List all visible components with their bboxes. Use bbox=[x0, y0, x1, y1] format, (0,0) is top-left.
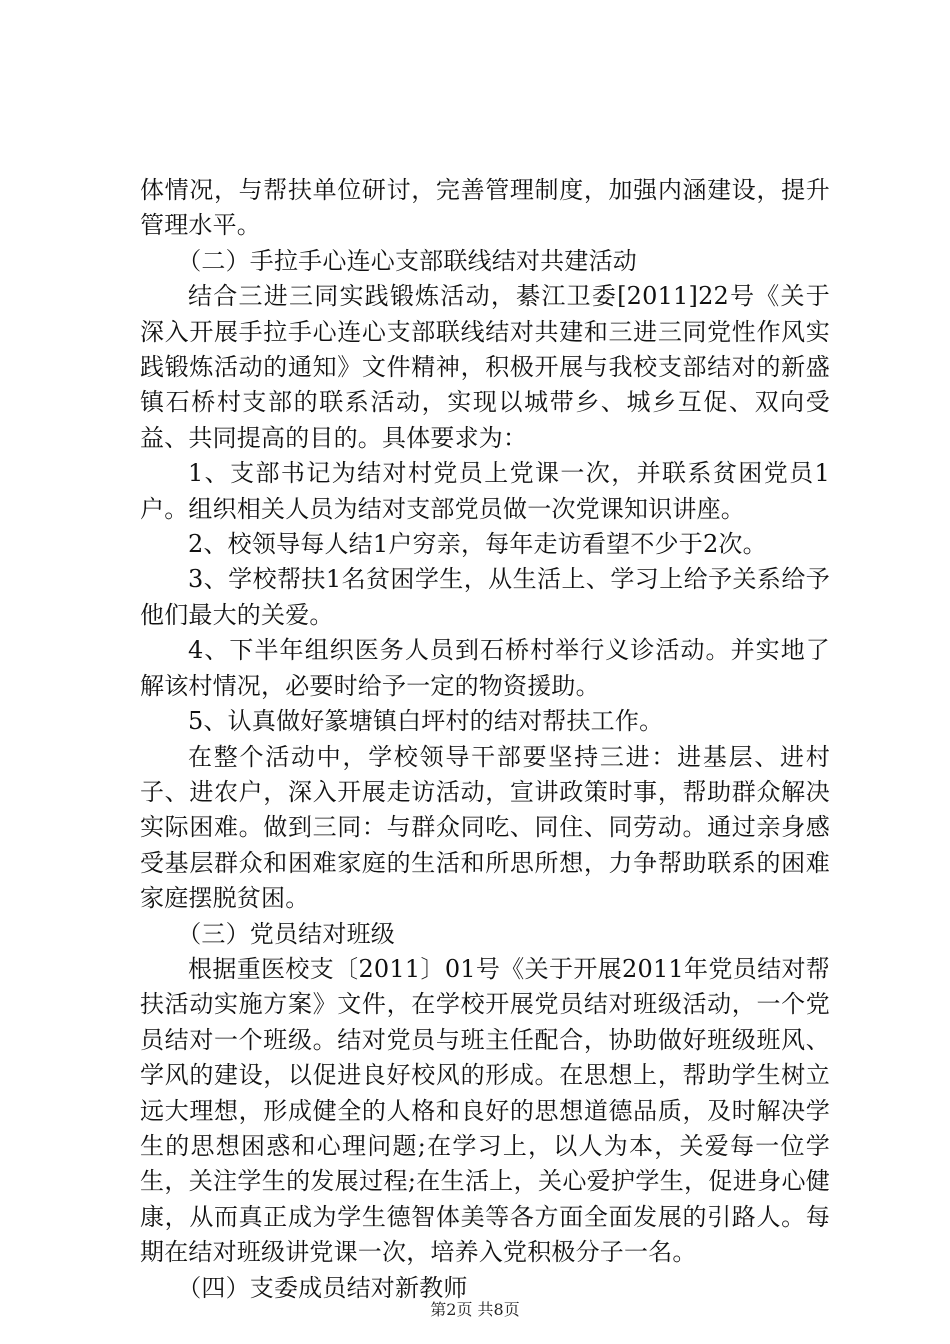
list-item-3: 3、学校帮扶1名贫困学生，从生活上、学习上给予关系给予他们最大的关爱。 bbox=[140, 565, 830, 629]
section-heading-4: （四）支委成员结对新教师 bbox=[177, 1273, 468, 1302]
paragraph-intro-activity: 结合三进三同实践锻炼活动，綦江卫委[2011]22号《关于深入开展手拉手心连心支部联线结对共建和三进三同党性作风实践锻炼活动的通知》文件精神，积极开展与我校支部结对的新盛镇石桥村支部的联系活动，实现以城带乡、城乡互促、双向受益、共同提高的目的。具体要求为： bbox=[140, 282, 830, 452]
section-heading-3: （三）党员结对班级 bbox=[177, 919, 395, 948]
list-item-2: 2、校领导每人结1户穷亲，每年走访看望不少于2次。 bbox=[188, 530, 767, 559]
document-body bbox=[140, 173, 830, 1306]
page-number-footer: 第2页 共8页 bbox=[430, 1300, 520, 1319]
paragraph-continuation: 体情况，与帮扶单位研讨，完善管理制度，加强内涵建设，提升管理水平。 bbox=[140, 176, 830, 240]
section-heading-2: （二）手拉手心连心支部联线结对共建活动 bbox=[177, 246, 637, 275]
list-item-4: 4、下半年组织医务人员到石桥村举行义诊活动。并实地了解该村情况，必要时给予一定的物资援助。 bbox=[140, 636, 830, 700]
list-item-5: 5、认真做好篆塘镇白坪村的结对帮扶工作。 bbox=[188, 707, 664, 736]
paragraph-party-member-class: 根据重医校支〔2011〕01号《关于开展2011年党员结对帮扶活动实施方案》文件，在学校开展党员结对班级活动，一个党员结对一个班级。结对党员与班主任配合，协助做好班级班风、学风的建设，以促进良好校风的形成。在思想上，帮助学生树立远大理想，形成健全的人格和良好的思想道德品质，及时解决学生的思想困惑和心理问题;在学习上，以人为本，关爱每一位学生，关注学生的发展过程;在生活上，关心爱护学生，促进身心健康，从而真正成为学生德智体美等各方面全面发展的引路人。每期在结对班级讲党课一次，培养入党积极分子一名。 bbox=[140, 954, 830, 1267]
paragraph-activity-summary: 在整个活动中，学校领导干部要坚持三进：进基层、进村子、进农户，深入开展走访活动，宣讲政策时事，帮助群众解决实际困难。做到三同：与群众同吃、同住、同劳动。通过亲身感受基层群众和困难家庭的生活和所思所想，力争帮助联系的困难家庭摆脱贫困。 bbox=[140, 742, 830, 913]
list-item-1: 1、支部书记为结对村党员上党课一次，并联系贫困党员1户。组织相关人员为结对支部党员做一次党课知识讲座。 bbox=[140, 459, 830, 523]
